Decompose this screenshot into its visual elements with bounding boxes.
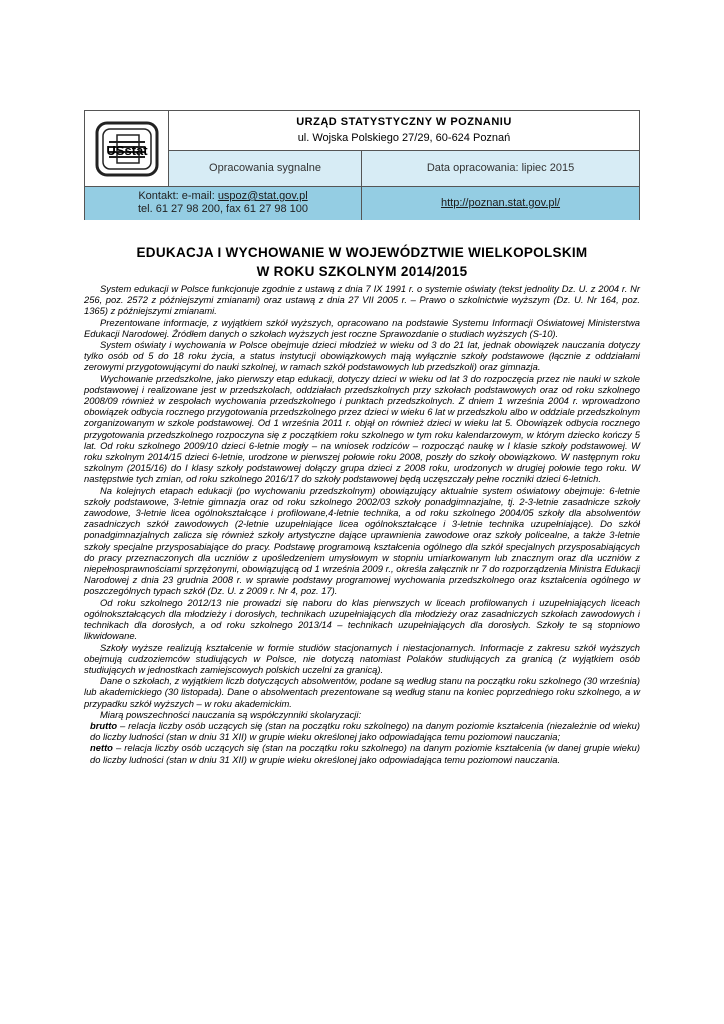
paragraph-3: System oświaty i wychowania w Polsce obejmuje dzieci młodzież w wieku od 3 do 21 lat, jednak obowiązek nauczania dotyczy tylko osób od 5 do 18 roku życia, a status instytucji obowiązkowych mają wyłącznie szkoły podstawowe (łącznie z oddziałami zerowymi przygotowującymi do nauki szkolnej, w ramach szkół podstawowych lub przedszkoli) oraz gimnazja. xyxy=(84,339,640,373)
publication-date: Data opracowania: lipiec 2015 xyxy=(426,162,575,174)
document-body xyxy=(84,283,640,765)
title-line-2: W ROKU SZKOLNYM 2014/2015 xyxy=(256,264,468,279)
contact-info xyxy=(85,187,362,220)
definition-netto xyxy=(84,742,640,764)
contact-row xyxy=(85,186,639,220)
title-line-1: EDUKACJA I WYCHOWANIE W WOJEWÓDZTWIE WIELKOPOLSKIM xyxy=(136,245,588,260)
definition-text: – relacja liczby osób uczących się (stan na początku roku szkolnego) na danym poziomie kształcenia (w danej grupie wieku) do liczby ludności (stan w dniu 31 XII) w grupie wieku określonej jako odpowiadająca temu poziomowi nauczania. xyxy=(90,742,640,765)
office-row xyxy=(169,111,639,151)
us-stat-logo-icon xyxy=(95,121,159,177)
definition-term: brutto xyxy=(90,719,118,731)
definition-term: netto xyxy=(90,742,113,754)
website-cell xyxy=(362,187,639,220)
website-link[interactable]: http://poznan.stat.gov.pl/ xyxy=(440,197,561,209)
page-title xyxy=(0,243,724,281)
definition-brutto xyxy=(84,720,640,742)
office-address: ul. Wojska Polskiego 27/29, 60-624 Poznań xyxy=(297,132,511,144)
contact-prefix: Kontakt: e-mail: xyxy=(138,190,218,202)
paragraph-5: Na kolejnych etapach edukacji (po wychowaniu przedszkolnym) obowiązujący aktualnie system oświatowy obejmuje: 6-letnie szkoły podstawowe, 3-letnie gimnazja oraz od roku szkolnego 2002/03 szkoły ponadgimnazjalne, tj. 2-3-letnie zasadnicze szkoły zawodowe, 3-letnie licea ogólnokształcące i profilowane,4-letnie technika, a od roku szkolnego 2004/05 szkoły dla absolwentów zasadniczych szkół zawodowych (2-letnie uzupełniające licea ogólnokształcące i 3-letnie technika uzupełniające). Do szkół ponadgimnazjalnych zalicza się również szkoły artystyczne dające uprawnienia zawodowe oraz szkoły policealne, a także 3-letnie szkoły specjalne przysposabiające do pracy. Podstawę programową kształcenia ogólnego dla szkół specjalnych przysposabiających do pracy przeznaczonych dla uczniów z upośledzeniem umysłowym w stopniu umiarkowanym lub znacznym oraz dla uczniów z niepełnosprawnościami sprzężonymi, obowiązującą od 1 września 2009 r., określa załącznik nr 7 do rozporządzenia Ministra Edukacji Narodowej z dnia 23 grudnia 2008 r. w sprawie podstawy programowej wychowania przedszkolnego oraz kształcenia ogólnego w poszczególnych typach szkół (Dz. U. z 2009 r. Nr 4, poz. 17). xyxy=(84,484,640,597)
phone-fax: tel. 61 27 98 200, fax 61 27 98 100 xyxy=(137,203,309,215)
definition-text: – relacja liczby osób uczących się (stan na początku roku szkolnego) na danym poziomie kształcenia (niezależnie od wieku) do liczby ludności (stan w dniu 31 XII) w grupie wieku określonej jako odpowiadająca temu poziomowi nauczania; xyxy=(90,719,640,743)
logo-cell xyxy=(85,111,169,186)
paragraph-9: Miarą powszechności nauczania są współczynniki skolaryzacji: xyxy=(100,708,362,720)
paragraph-6: Od roku szkolnego 2012/13 nie prowadzi się naboru do klas pierwszych w liceach profilowanych i uzupełniających liceach ogólnokształcących dla młodzieży i dorosłych, technikach uzupełniających dla młodzieży oraz zasadniczych szkołach zawodowych i technikach dla dorosłych, a od roku szkolnego 2013/14 – technikach uzupełniających dla dorosłych. Szkoły te są stopniowo likwidowane. xyxy=(84,596,640,642)
paragraph-2: Prezentowane informacje, z wyjątkiem szkół wyższych, opracowano na podstawie Systemu Informacji Oświatowej Ministerstwa Edukacji Narodowej. Źródłem danych o szkołach wyższych jest roczne Sprawozdanie o studiach wyższych (S-10). xyxy=(84,316,640,339)
paragraph-4: Wychowanie przedszkolne, jako pierwszy etap edukacji, dotyczy dzieci w wieku od lat 3 do rozpoczęcia przez nie nauki w szkole podstawowej i realizowane jest w przedszkolach, oddziałach przedszkolnych przy szkołach podstawowych oraz od roku szkolnego 2008/09 również w zespołach wychowania przedszkolnego i punktach przedszkolnych. Z dniem 1 września 2004 r. wprowadzono obowiązek odbycia rocznego przygotowania przedszkolnego przez dzieci w wieku 6 lat w przedszkolu albo w oddziale przedszkolnym zorganizowanym w szkole podstawowej. Od 1 września 2011 r. objął on również dzieci w wieku lat 5. Obowiązek odbycia rocznego przygotowania przedszkolnego rozpoczyna się z początkiem roku szkolnego w tym roku kalendarzowym, w którym dziecko kończy 5 lat. Od roku szkolnego 2009/10 dzieci 6-letnie mogły – na wniosek rodziców – rozpocząć naukę w I klasie szkoły podstawowej. W roku szkolnym 2014/15 dzieci 6-letnie, urodzone w pierwszej połowie roku 2008, poszły do szkoły obowiązkowo. W następnym roku szkolnym (2015/16) do I klasy szkoły podstawowej dołączy grupa dzieci z 2008 roku, urodzonych w drugiej połowie tego roku. W następstwie tych zmian, od roku szkolnego 2016/17 do szkoły podstawowej będą uczęszczały pełne roczniki dzieci 6-letnich. xyxy=(84,372,640,485)
header-box xyxy=(84,110,640,220)
paragraph-7: Szkoły wyższe realizują kształcenie w formie studiów stacjonarnych i niestacjonarnych. Informacje z zakresu szkół wyższych obejmują cudzoziemców studiujących w Polsce, nie dotyczą natomiast Polaków studiujących za granicą (z wyjątkiem osób studiujących w jednostkach zamiejscowych polskich uczelni za granicą). xyxy=(84,641,640,675)
series-label: Opracowania sygnalne xyxy=(169,151,362,186)
svg-text:USstat: USstat xyxy=(106,143,148,158)
meta-row xyxy=(169,151,639,186)
paragraph-1: System edukacji w Polsce funkcjonuje zgodnie z ustawą z dnia 7 IX 1991 r. o systemie oświaty (tekst jednolity Dz. U. z 2004 r. Nr 256, poz. 2572 z późniejszymi zmianami) oraz ustawą z dnia 27 VII 2005 r. – Prawo o szkolnictwie wyższym (Dz. U. Nr 164, poz. 1365) z późniejszymi zmianami. xyxy=(84,283,640,317)
office-name: URZĄD STATYSTYCZNY W POZNANIU xyxy=(296,116,512,128)
email-link[interactable]: uspoz@stat.gov.pl xyxy=(217,190,308,202)
paragraph-8: Dane o szkołach, z wyjątkiem liczb dotyczących absolwentów, podane są według stanu na początku roku szkolnego (30 września) lub akademickiego (30 listopada). Dane o absolwentach prezentowane są według stanu na koniec poprzedniego roku szkolnego, a w przypadku szkół wyższych – w roku akademickim. xyxy=(84,675,640,709)
